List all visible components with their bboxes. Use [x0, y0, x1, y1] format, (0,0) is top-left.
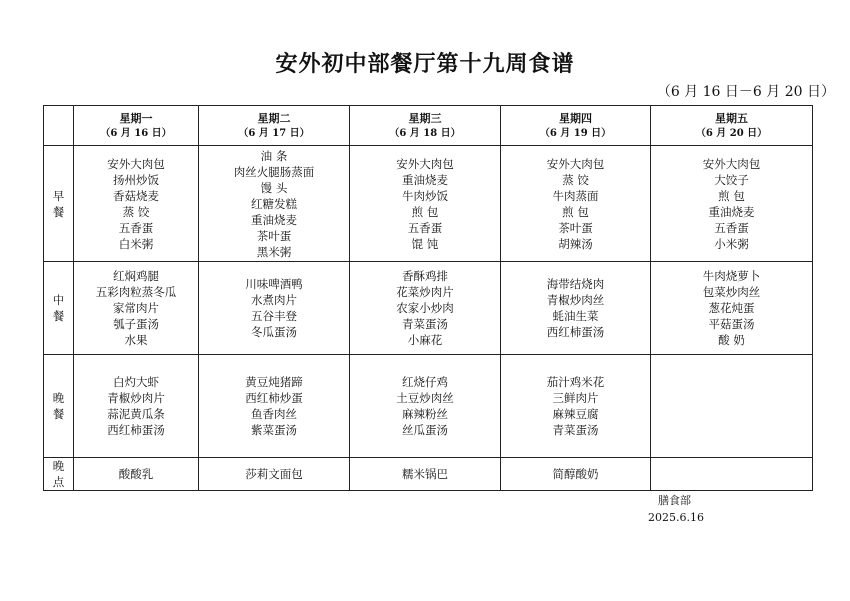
day-date: （6 月 17 日）: [238, 127, 310, 139]
menu-item: 家常肉片: [113, 301, 159, 315]
menu-item: 川味啤酒鸭: [245, 277, 303, 291]
menu-item: 简醇酸奶: [552, 467, 599, 481]
menu-item: 五谷丰登: [251, 309, 297, 323]
menu-item: 三鲜肉片: [552, 391, 599, 405]
menu-item: 馒 头: [260, 180, 288, 195]
menu-item: 丝瓜蛋汤: [402, 423, 448, 437]
menu-item: 红烧仔鸡: [402, 375, 448, 389]
meal-label: 中 餐: [44, 262, 74, 355]
menu-item: 红糖发糕: [251, 196, 297, 211]
day-date: （6 月 16 日）: [100, 127, 172, 139]
menu-item: 酸 奶: [718, 333, 745, 347]
menu-item: 安外大肉包: [702, 156, 761, 171]
menu-cell: [651, 458, 813, 491]
day-name: 星期二: [257, 111, 291, 125]
menu-item: 馄 饨: [411, 236, 439, 251]
menu-item: 酸酸乳: [118, 467, 154, 481]
menu-item: 黑米粥: [256, 244, 292, 259]
day-header: [199, 106, 350, 146]
menu-table: [43, 105, 813, 491]
menu-item: 扬州炒饭: [113, 172, 159, 187]
day-header: [74, 106, 199, 146]
day-name: 星期三: [408, 111, 442, 125]
menu-item: 蒜泥黄瓜条: [107, 407, 165, 421]
footer-department: 膳食部: [658, 494, 691, 507]
menu-item: 白米粥: [118, 236, 154, 251]
meal-label: 晚 餐: [44, 355, 74, 458]
menu-item: 安外大肉包: [396, 156, 454, 171]
menu-cell: [501, 262, 651, 355]
menu-item: 西红柿炒蛋: [245, 391, 303, 405]
menu-cell: [651, 146, 813, 262]
menu-item: 茶叶蛋: [558, 220, 593, 235]
menu-item: 青椒炒肉片: [107, 391, 165, 405]
menu-item: 大饺子: [714, 172, 749, 187]
meal-row-snack: [44, 458, 813, 491]
footer-date: 2025.6.16: [648, 511, 704, 524]
menu-cell: [350, 262, 501, 355]
menu-item: 青菜蛋汤: [402, 317, 448, 331]
menu-item: 香酥鸡排: [402, 269, 448, 283]
menu-item: 安外大肉包: [546, 156, 605, 171]
menu-item: 紫菜蛋汤: [251, 423, 297, 437]
menu-item: 重油烧麦: [402, 172, 448, 187]
menu-item: 蚝油生菜: [552, 309, 599, 323]
menu-item: 茄汁鸡米花: [546, 375, 605, 389]
menu-item: 西红柿蛋汤: [107, 423, 165, 437]
menu-item: 五彩肉粒蒸冬瓜: [95, 285, 177, 299]
menu-item: 青菜蛋汤: [552, 423, 599, 437]
meal-row-lunch: [44, 262, 813, 355]
menu-item: 包菜炒肉丝: [702, 285, 761, 299]
menu-cell: [350, 355, 501, 458]
menu-item: 肉丝火腿肠蒸面: [233, 164, 315, 179]
menu-item: 红焖鸡腿: [113, 269, 159, 283]
menu-cell: [199, 355, 350, 458]
menu-item: 冬瓜蛋汤: [251, 325, 297, 339]
meal-row-dinner: [44, 355, 813, 458]
menu-item: 重油烧麦: [251, 212, 297, 227]
menu-cell: [199, 262, 350, 355]
menu-item: 西红柿蛋汤: [546, 325, 605, 339]
menu-item: 五香蛋: [407, 220, 443, 235]
menu-cell: [350, 458, 501, 491]
meal-row-breakfast: [44, 146, 813, 262]
menu-item: 花菜炒肉片: [396, 285, 454, 299]
menu-item: 牛肉蒸面: [552, 188, 599, 203]
menu-item: 蒸 饺: [122, 204, 150, 219]
meal-label: 早 餐: [44, 146, 74, 262]
menu-item: 平菇蛋汤: [708, 317, 755, 331]
menu-item: 瓠子蛋汤: [113, 317, 159, 331]
menu-item: 牛肉炒饭: [402, 188, 448, 203]
page-title: 安外初中部餐厅第十九周食谱: [275, 51, 575, 77]
corner-cell: [44, 106, 74, 146]
menu-item: 油 条: [260, 148, 288, 163]
menu-item: 葱花炖蛋: [708, 301, 755, 315]
menu-cell: [74, 355, 199, 458]
menu-item: 茶叶蛋: [256, 228, 292, 243]
day-date: （6 月 19 日）: [539, 127, 612, 139]
menu-cell: [199, 458, 350, 491]
day-date: （6 月 20 日）: [695, 127, 768, 139]
day-header: [651, 106, 813, 146]
date-range: （6 月 16 日－6 月 20 日）: [656, 84, 835, 100]
menu-item: 小麻花: [407, 333, 443, 347]
menu-item: 莎莉文面包: [245, 467, 303, 481]
menu-item: 小米粥: [714, 236, 749, 251]
menu-cell: [651, 262, 813, 355]
menu-item: 青椒炒肉丝: [546, 293, 605, 307]
menu-cell: [501, 458, 651, 491]
menu-item: 土豆炒肉丝: [396, 391, 454, 405]
menu-item: 煎 包: [411, 204, 439, 219]
menu-item: 煎 包: [562, 204, 589, 219]
menu-item: 糯米锅巴: [402, 467, 448, 481]
menu-cell: [501, 355, 651, 458]
day-name: 星期一: [119, 111, 153, 125]
menu-item: 白灼大虾: [113, 375, 159, 389]
menu-cell: [74, 458, 199, 491]
menu-item: 水煮肉片: [251, 293, 297, 307]
meal-label: 晚 点: [44, 458, 74, 491]
menu-item: 黄豆炖猪蹄: [245, 375, 303, 389]
menu-item: 重油烧麦: [708, 204, 755, 219]
day-name: 星期四: [559, 111, 592, 125]
menu-item: 麻辣豆腐: [552, 407, 599, 421]
menu-item: 香菇烧麦: [113, 188, 159, 203]
menu-item: 麻辣粉丝: [402, 407, 448, 421]
menu-item: 五香蛋: [714, 220, 749, 235]
menu-cell: [651, 355, 813, 458]
menu-cell: [74, 146, 199, 262]
menu-item: 煎 包: [718, 188, 745, 203]
menu-item: 海带结烧肉: [546, 277, 605, 291]
menu-cell: [199, 146, 350, 262]
menu-item: 水果: [124, 333, 148, 347]
menu-item: 鱼香肉丝: [251, 407, 297, 421]
menu-item: 安外大肉包: [107, 156, 165, 171]
day-name: 星期五: [715, 111, 748, 125]
menu-cell: [501, 146, 651, 262]
day-date: （6 月 18 日）: [389, 127, 461, 139]
menu-cell: [350, 146, 501, 262]
day-header: [501, 106, 651, 146]
menu-item: 蒸 饺: [562, 172, 589, 187]
header-row: [44, 106, 813, 146]
menu-item: 五香蛋: [118, 220, 154, 235]
menu-item: 农家小炒肉: [396, 301, 454, 315]
menu-item: 牛肉烧萝卜: [702, 269, 761, 283]
day-header: [350, 106, 501, 146]
menu-item: 胡辣汤: [558, 236, 593, 251]
menu-cell: [74, 262, 199, 355]
